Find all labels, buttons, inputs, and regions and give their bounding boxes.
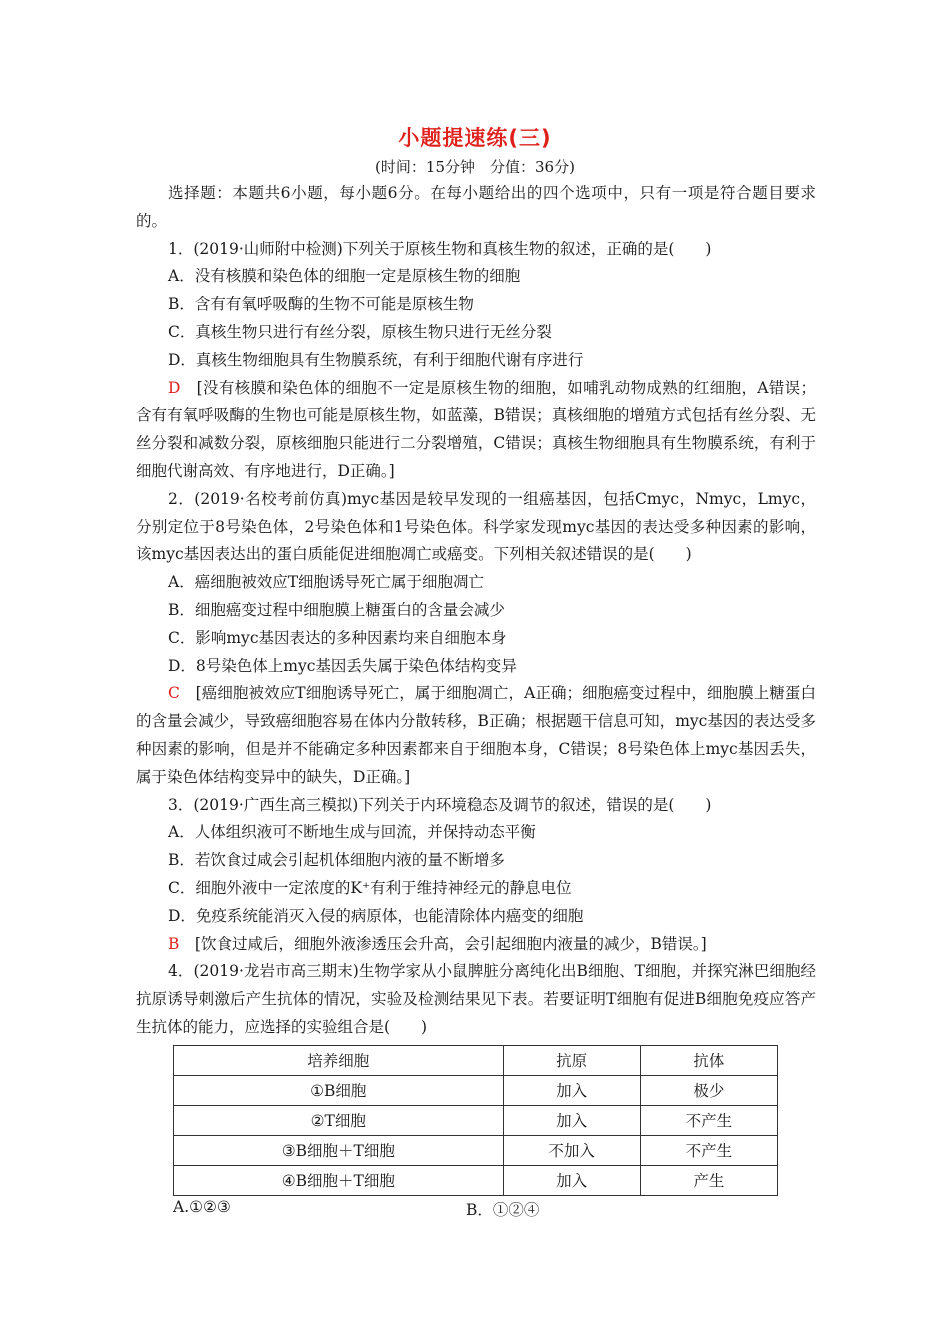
question-content — [136, 180, 816, 1222]
question-3-option-d: D．免疫系统能消灭入侵的病原体，也能清除体内癌变的细胞 — [168, 906, 584, 925]
question-2-option-c: C．影响myc基因表达的多种因素均来自细胞本身 — [168, 628, 507, 647]
answer-letter: C — [168, 684, 180, 703]
question-3-stem: 3．(2019·广西生高三模拟)下列关于内环境稳态及调节的叙述，错误的是( ) — [168, 795, 712, 814]
table-header-row — [174, 1045, 778, 1075]
question-3-option-a: A．人体组织液可不断地生成与回流，并保持动态平衡 — [168, 823, 536, 842]
answer-letter: D — [168, 378, 181, 397]
table-cell: 加入 — [503, 1075, 640, 1105]
table-header-cell: 培养细胞 — [174, 1045, 504, 1075]
question-1-option-c: C．真核生物只进行有丝分裂，原核生物只进行无丝分裂 — [168, 322, 552, 341]
answer-explanation: [没有核膜和染色体的细胞不一定是原核生物的细胞，如哺乳动物成熟的红细胞，A错误；含有有氧呼吸酶的生物也可能是原核生物，如蓝藻，B错误；真核细胞的增殖方式包括有丝分裂、无丝分裂和减数分裂，原核细胞只能进行二分裂增殖，C错误；真核生物细胞具有生物膜系统，有利于细胞代谢高效、有序地进行，D正确。] — [136, 378, 816, 480]
question-3-option-c: C．细胞外液中一定浓度的K⁺有利于维持神经元的静息电位 — [168, 878, 572, 897]
table-cell: 不产生 — [640, 1105, 777, 1135]
table-row — [174, 1165, 778, 1195]
question-4-stem: 4．(2019·龙岩市高三期末)生物学家从小鼠脾脏分离纯化出B细胞、T细胞，并探究淋巴细胞经抗原诱导刺激后产生抗体的情况，实验及检测结果见下表。若要证明T细胞有促进B细胞免疫应答产生抗体的能力，应选择的实验组合是( ) — [136, 962, 816, 1036]
table-row — [174, 1075, 778, 1105]
question-2-option-a: A．癌细胞被效应T细胞诱导死亡属于细胞凋亡 — [168, 573, 485, 592]
table-header-cell: 抗原 — [503, 1045, 640, 1075]
question-2-answer — [136, 680, 816, 791]
table-header-cell: 抗体 — [640, 1045, 777, 1075]
experiment-table — [173, 1045, 778, 1196]
question-3-answer — [136, 931, 816, 959]
page-title: 小题提速练(三) — [398, 126, 552, 150]
question-2-option-b: B．细胞癌变过程中细胞膜上糖蛋白的含量会减少 — [168, 600, 505, 619]
table-cell: 极少 — [640, 1075, 777, 1105]
question-1-stem: 1．(2019·山师附中检测)下列关于原核生物和真核生物的叙述，正确的是( ) — [168, 239, 712, 258]
question-2-option-d: D．8号染色体上myc基因丢失属于染色体结构变异 — [168, 656, 517, 675]
table-cell: 不加入 — [503, 1135, 640, 1165]
table-cell: ②T细胞 — [174, 1105, 504, 1135]
time-score-info: (时间：15分钟 分值：36分) — [375, 158, 575, 176]
question-1-option-d: D．真核生物细胞具有生物膜系统，有利于细胞代谢有序进行 — [168, 350, 584, 369]
answer-explanation: [饮食过咸后，细胞外液渗透压会升高，会引起细胞内液量的减少，B错误。] — [194, 934, 707, 953]
section-intro: 选择题：本题共6小题，每小题6分。在每小题给出的四个选项中，只有一项是符合题目要求的。 — [136, 184, 816, 230]
question-4-choices — [136, 1196, 816, 1222]
table-row — [174, 1105, 778, 1135]
question-1-answer — [136, 375, 816, 486]
question-2-stem: 2．(2019·名校考前仿真)myc基因是较早发现的一组癌基因，包括Cmyc，Nmyc，Lmyc，分别定位于8号染色体，2号染色体和1号染色体。科学家发现myc基因的表达受多种因素的影响，该myc基因表达出的蛋白质能促进细胞凋亡或癌变。下列相关叙述错误的是( ) — [136, 489, 816, 564]
question-3-option-b: B．若饮食过咸会引起机体细胞内液的量不断增多 — [168, 851, 505, 870]
table-cell: 产生 — [640, 1165, 777, 1195]
table-cell: 加入 — [503, 1165, 640, 1195]
question-1-option-a: A．没有核膜和染色体的细胞一定是原核生物的细胞 — [168, 267, 521, 286]
question-4-choice-b: B．①②④ — [466, 1200, 540, 1219]
answer-explanation: [癌细胞被效应T细胞诱导死亡，属于细胞凋亡，A正确；细胞癌变过程中，细胞膜上糖蛋白的含量会减少，导致癌细胞容易在体内分散转移，B正确；根据题干信息可知，myc基因的表达受多种因素的影响，但是并不能确定多种因素都来自于细胞本身，C错误；8号染色体上myc基因丢失，属于染色体结构变异中的缺失，D正确。] — [136, 684, 816, 786]
table-cell: 加入 — [503, 1105, 640, 1135]
table-row — [174, 1135, 778, 1165]
table-cell: ④B细胞＋T细胞 — [174, 1165, 504, 1195]
table-cell: ①B细胞 — [174, 1075, 504, 1105]
question-4-choice-a: A.①②③ — [173, 1197, 231, 1216]
answer-letter: B — [168, 934, 180, 953]
table-cell: 不产生 — [640, 1135, 777, 1165]
table-cell: ③B细胞＋T细胞 — [174, 1135, 504, 1165]
question-1-option-b: B．含有有氧呼吸酶的生物不可能是原核生物 — [168, 295, 474, 314]
